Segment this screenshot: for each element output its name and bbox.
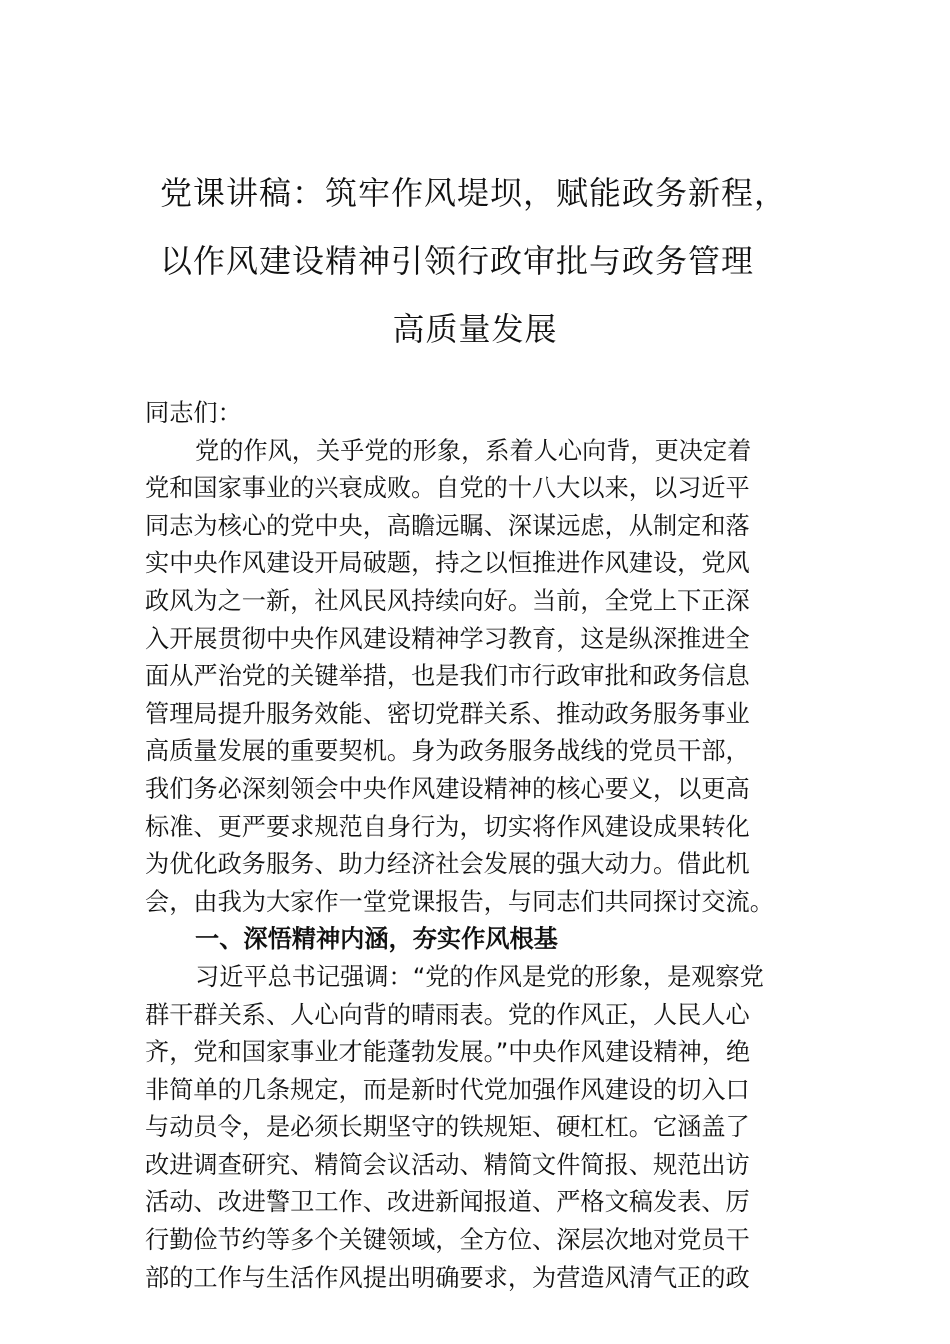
paragraph-1-line: 管理局提升服务效能、密切党群关系、推动政务服务事业 [145,699,750,728]
salutation: 同志们： [145,399,242,427]
paragraph-2-line: 改进调查研究、精简会议活动、精简文件简报、规范出访 [145,1150,750,1179]
paragraph-2-line: 齐，党和国家事业才能蓬勃发展。”中央作风建设精神，绝 [145,1038,751,1067]
paragraph-1-line: 实中央作风建设开局破题，持之以恒推进作风建设，党风 [145,549,750,578]
paragraph-2-line: 习近平总书记强调：“党的作风是党的形象，是观察党 [195,962,764,991]
paragraph-2-line: 非简单的几条规定，而是新时代党加强作风建设的切入口 [145,1075,750,1104]
section-1-heading: 一、深悟精神内涵，夯实作风根基 [195,925,558,954]
paragraph-2-line: 行勤俭节约等多个关键领域，全方位、深层次地对党员干 [145,1226,750,1255]
title-line-2: 以作风建设精神引领行政审批与政务管理 [160,242,755,280]
paragraph-2-line: 部的工作与生活作风提出明确要求，为营造风清气正的政 [145,1263,750,1292]
title-line-3: 高质量发展 [392,310,558,348]
paragraph-1-line: 同志为核心的党中央，高瞻远瞩、深谋远虑，从制定和落 [145,511,750,540]
paragraph-2-line: 与动员令，是必须长期坚守的铁规矩、硬杠杠。它涵盖了 [145,1113,750,1142]
paragraph-1-line: 我们务必深刻领会中央作风建设精神的核心要义，以更高 [145,774,750,803]
paragraph-1-line: 高质量发展的重要契机。身为政务服务战线的党员干部， [145,737,750,766]
paragraph-1-line: 面从严治党的关键举措，也是我们市行政审批和政务信息 [145,662,750,691]
paragraph-1-line: 为优化政务服务、助力经济社会发展的强大动力。借此机 [145,850,750,879]
title-line-1: 党课讲稿：筑牢作风堤坝，赋能政务新程， [160,174,788,212]
paragraph-2 [145,959,815,1297]
paragraph-1-line: 党和国家事业的兴衰成败。自党的十八大以来，以习近平 [145,474,750,503]
paragraph-2-line: 群干群关系、人心向背的晴雨表。党的作风正，人民人心 [145,1000,750,1029]
paragraph-1-line: 会，由我为大家作一堂党课报告，与同志们共同探讨交流。 [145,887,774,916]
paragraph-1-line: 政风为之一新，社风民风持续向好。当前，全党上下正深 [145,586,750,615]
paragraph-2-line: 活动、改进警卫工作、改进新闻报道、严格文稿发表、厉 [145,1188,750,1217]
paragraph-1-line: 入开展贯彻中央作风建设精神学习教育，这是纵深推进全 [145,624,750,653]
paragraph-1 [145,433,815,922]
paragraph-1-line: 标准、更严要求规范自身行为，切实将作风建设成果转化 [145,812,750,841]
document-body [145,395,815,1297]
paragraph-1-line: 党的作风，关乎党的形象，系着人心向背，更决定着 [195,436,752,465]
